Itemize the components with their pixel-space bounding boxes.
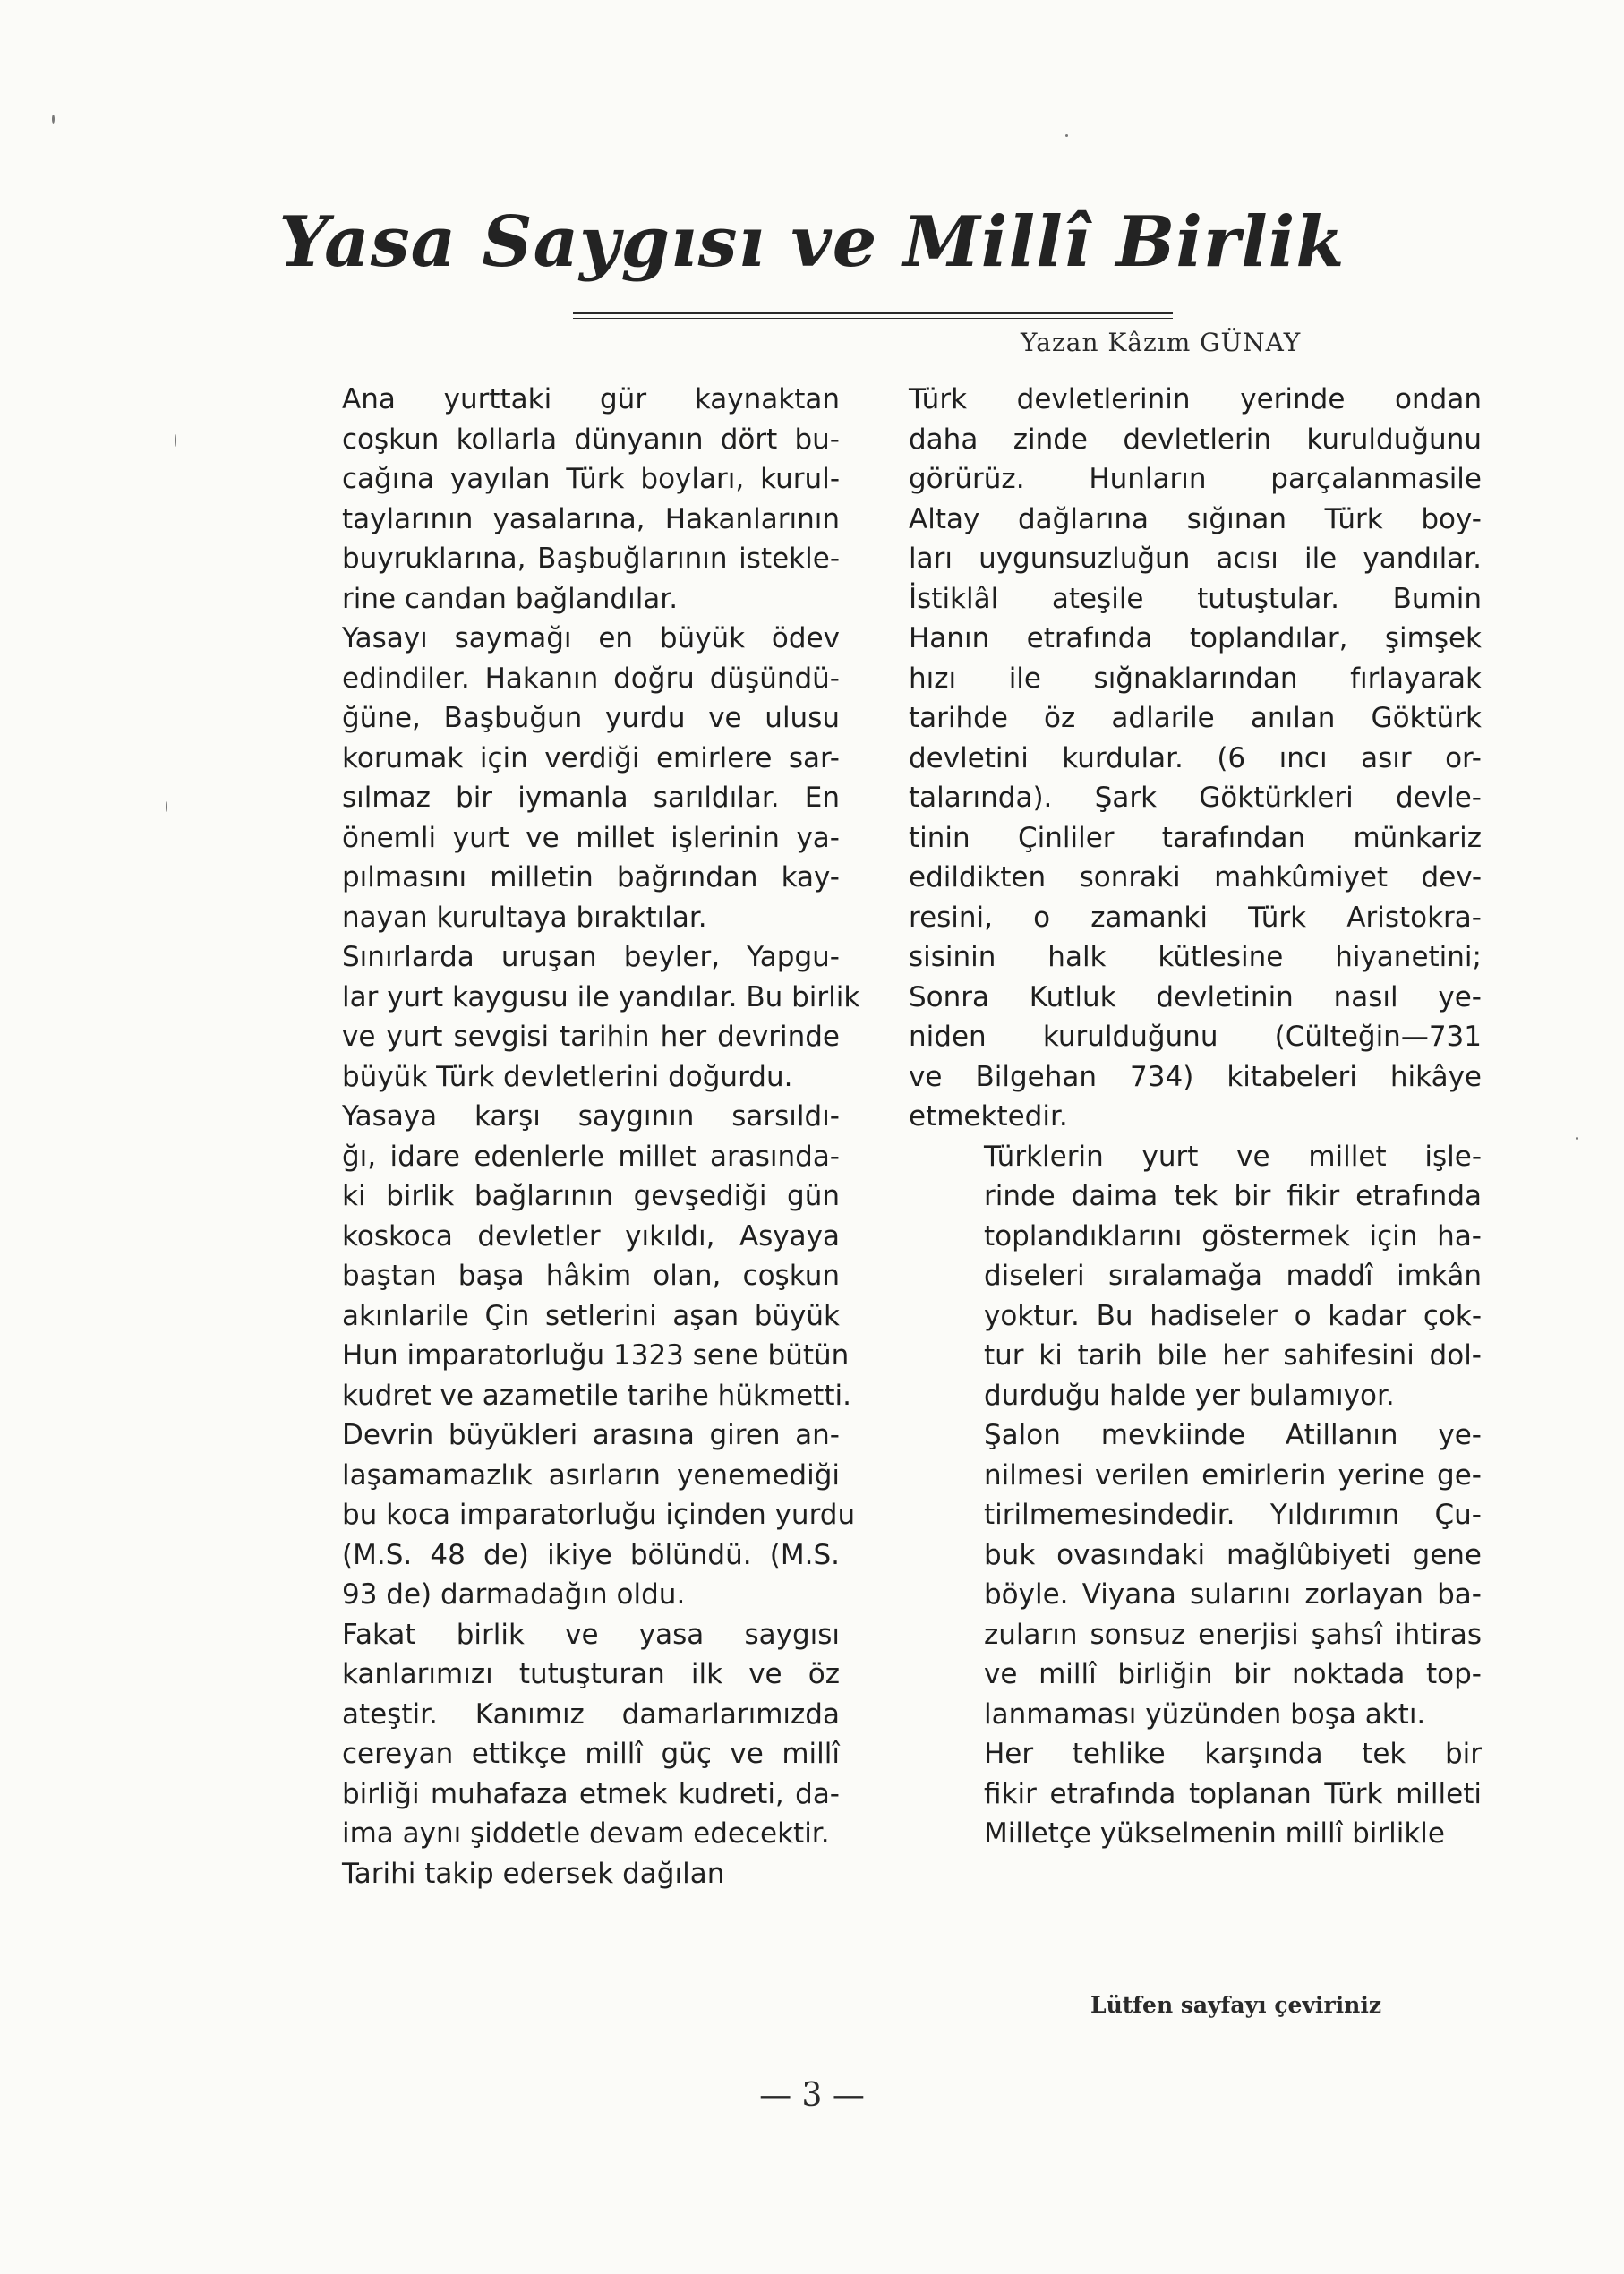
text-line: edildikten sonraki mahkûmiyet dev- [909,861,1482,893]
page-number: — 3 — [759,2077,865,2114]
paragraph [909,1734,1482,1854]
text-line: durduğu halde yer bulamıyor. [984,1379,1395,1412]
text-line: tirilmemesindedir. Yıldırımın Çu- [984,1499,1482,1531]
text-line: tarihde öz adlarile anılan Göktürk [909,702,1482,734]
text-line: Yasayı saymağı en büyük ödev [342,622,840,654]
text-line: cereyan ettikçe millî güç ve millî [342,1738,840,1770]
text-line: Altay dağlarına sığınan Türk boy- [909,502,1482,535]
text-line: daha zinde devletlerin kurulduğunu [909,423,1482,456]
paragraph [909,1415,1482,1734]
text-line: buyruklarına, Başbuğlarının istekle- [342,543,840,575]
paragraph [267,937,860,1097]
text-line: diseleri sıralamağa maddî imkân [984,1260,1482,1292]
text-line: pılmasını milletin bağrından kay- [342,861,840,893]
article-byline: Yazan Kâzım GÜNAY [1021,328,1302,357]
paragraph [909,380,1482,1137]
article-title: Yasa Saygısı ve Millî Birlik [278,201,1346,283]
text-line: Fakat birlik ve yasa saygısı [342,1618,840,1651]
text-line: zuların sonsuz enerjisi şahsî ihtiras [984,1618,1482,1651]
text-line: Sınırlarda uruşan beyler, Yapgu- [342,941,840,973]
text-line: devletini kurdular. (6 ıncı asır or- [909,741,1482,774]
text-line: Hanın etrafında toplandılar, şimşek [909,622,1482,654]
text-line: Tarihi takip edersek dağılan [342,1857,725,1890]
text-line: İstiklâl ateşile tutuştular. Bumin [909,582,1482,615]
text-line: yoktur. Bu hadiseler o kadar çok- [984,1299,1482,1332]
text-line: Sonra Kutluk devletinin nasıl ye- [909,980,1482,1013]
text-line: Türk devletlerinin yerinde ondan [909,383,1482,415]
scan-speck [1576,1137,1578,1140]
text-line: rine candan bağlandılar. [342,582,679,615]
text-line: nayan kurultaya bıraktılar. [342,901,707,934]
text-line: fikir etrafında toplanan Türk milleti [984,1777,1482,1810]
paragraph [267,1097,856,1615]
text-line: taylarının yasalarına, Hakanlarının [342,502,840,535]
paragraph [267,380,840,619]
text-line: Şalon mevkiinde Atillanın ye- [984,1419,1482,1451]
left-text-column [267,380,860,1894]
paragraph [267,1854,840,1894]
text-line: ve Bilgehan 734) kitabeleri hikâye [909,1060,1482,1093]
text-line: sılmaz bir iymanla sarıldılar. En [342,782,840,814]
text-line: niden kurulduğunu (Cülteğin—731 [909,1021,1482,1053]
title-underline [573,312,1173,319]
scan-speck [175,434,176,447]
text-line: büyük Türk devletlerini doğurdu. [342,1060,793,1093]
paragraph [267,1615,840,1854]
text-line: Türklerin yurt ve millet işle- [984,1140,1482,1173]
text-line: baştan başa hâkim olan, coşkun [342,1260,840,1292]
scan-speck [166,801,167,812]
text-line: tur ki tarih bile her sahifesini dol- [984,1339,1482,1372]
text-line: ve millî birliğin bir noktada top- [984,1658,1482,1690]
text-line: Hun imparatorluğu 1323 sene bütün [342,1339,850,1372]
text-line: ve yurt sevgisi tarihin her devrinde [342,1021,840,1053]
text-line: ğı, idare edenlerle millet arasında- [342,1140,840,1173]
text-line: laşamamazlık asırların yenemediği [342,1458,840,1492]
paragraph [267,619,840,937]
text-line: Ana yurttaki gür kaynaktan [342,383,840,415]
text-line: Her tehlike karşında tek bir [984,1738,1482,1770]
paragraph [909,1137,1482,1416]
text-line: Milletçe yükselmenin millî birlikle [984,1817,1445,1850]
text-line: ları uygunsuzluğun acısı ile yandılar. [909,543,1482,575]
text-line: önemli yurt ve millet işlerinin ya- [342,821,840,854]
page-turn-note: Lütfen sayfayı çeviriniz [1090,1992,1382,2018]
text-line: buk ovasındaki mağlûbiyeti gene [984,1538,1482,1571]
text-line: ateştir. Kanımız damarlarımızda [342,1697,840,1731]
text-line: resini, o zamanki Türk Aristokra- [909,901,1482,934]
text-line: hızı ile sığnaklarından fırlayarak [909,662,1482,695]
text-line: cağına yayılan Türk boyları, kurul- [342,463,840,495]
text-line: rinde daima tek bir fikir etrafında [984,1180,1482,1212]
text-line: ki birlik bağlarının gevşediği gün [342,1180,840,1212]
text-line: böyle. Viyana sularını zorlayan ba- [984,1578,1482,1611]
text-line: ima aynı şiddetle devam edecektir. [342,1817,830,1850]
text-line: coşkun kollarla dünyanın dört bu- [342,423,840,456]
text-line: görürüz. Hunların parçalanmasile [909,463,1482,495]
text-line: ğüne, Başbuğun yurdu ve ulusu [342,702,840,734]
text-line: toplandıklarını göstermek için ha- [984,1219,1482,1252]
text-line: lar yurt kaygusu ile yandılar. Bu birlik [342,980,860,1013]
text-line: tinin Çinliler tarafından münkariz [909,821,1482,854]
text-line: nilmesi verilen emirlerin yerine ge- [984,1458,1482,1492]
text-line: edindiler. Hakanın doğru düşündü- [342,662,840,695]
text-line: etmektedir. [909,1100,1068,1133]
right-text-column [909,380,1482,1854]
text-line: akınlarile Çin setlerini aşan büyük [342,1299,840,1332]
text-line: Yasaya karşı saygının sarsıldı- [342,1100,840,1133]
text-line: (M.S. 48 de) ikiye bölündü. (M.S. [342,1538,840,1571]
text-line: bu koca imparatorluğu içinden yurdu [342,1499,856,1531]
text-line: korumak için verdiği emirlere sar- [342,741,840,774]
text-line: kudret ve azametile tarihe hükmetti. [342,1379,851,1412]
text-line: koskoca devletler yıkıldı, Asyaya [342,1219,840,1252]
text-line: 93 de) darmadağın oldu. [342,1578,686,1611]
text-line: lanmaması yüzünden boşa aktı. [984,1697,1426,1731]
text-line: Devrin büyükleri arasına giren an- [342,1419,840,1451]
text-line: sisinin halk kütlesine hiyanetini; [909,941,1482,973]
text-line: talarında). Şark Göktürkleri devle- [909,782,1482,814]
text-line: kanlarımızı tutuşturan ilk ve öz [342,1658,840,1690]
scan-speck [1065,134,1068,137]
scan-speck [52,115,55,124]
text-line: birliği muhafaza etmek kudreti, da- [342,1777,840,1810]
